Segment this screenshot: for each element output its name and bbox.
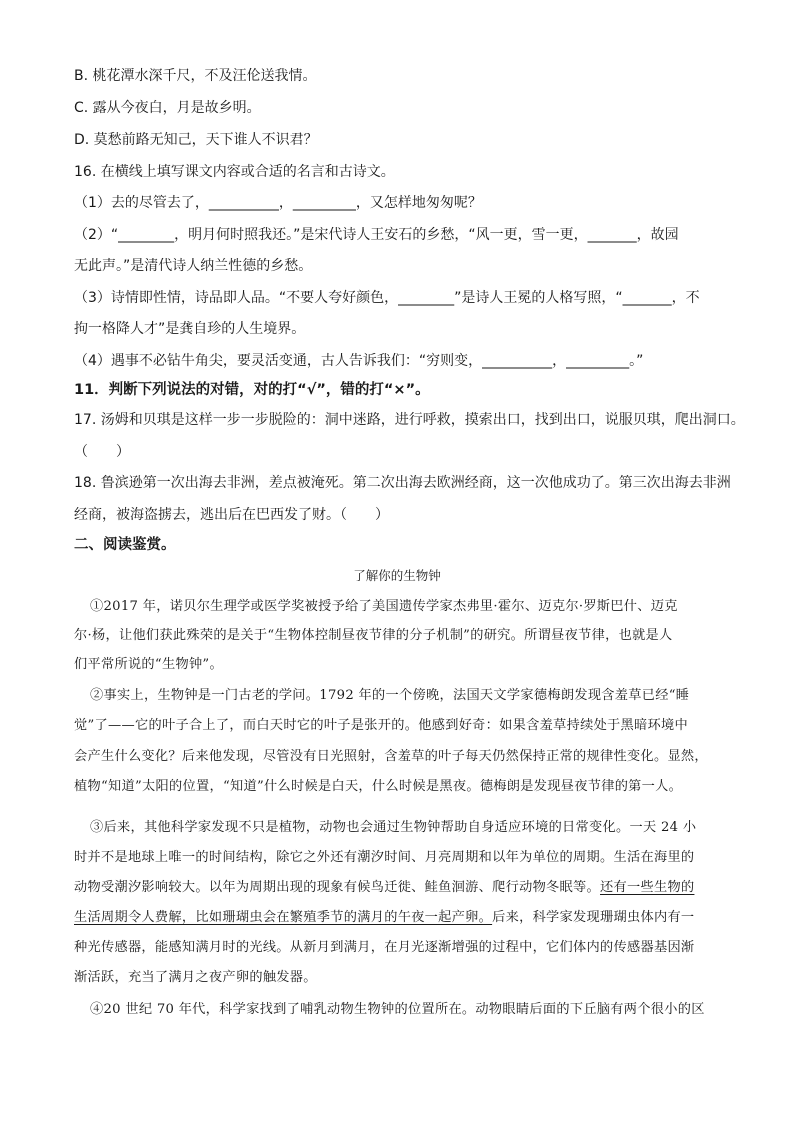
article-title: 了解你的生物钟 <box>353 568 441 583</box>
article-paragraph-3-line-3-plain: 动物受潮汐影响较大。以年为周期出现的现象有候鸟迁徙、鲑鱼洄游、爬行动物冬眠等。 <box>74 880 601 895</box>
article-paragraph-2-line-2: 觉”了——它的叶子合上了，而白天时它的叶子是张开的。他感到好奇：如果含羞草持续处于黑暗环境中 <box>74 718 688 733</box>
question-16-item-2-line-2: 无此声。”是清代诗人纳兰性德的乡愁。 <box>74 258 313 274</box>
article-paragraph-3-line-3 <box>74 878 734 898</box>
question-16-item-2-line-1: （2）“________，明月何时照我还。”是宋代诗人王安石的乡愁，“风一更，雪一更，_______，故园 <box>74 227 679 243</box>
article-paragraph-3-line-4-plain: 后来，科学家发现珊瑚虫体内有一 <box>492 910 695 925</box>
article-paragraph-2-line-1: ②事实上，生物钟是一门古老的学问。1792 年的一个傍晚，法国天文学家德梅朗发现含羞草已经“睡 <box>90 688 690 703</box>
article-paragraph-1-line-3: 们平常所说的“生物钟”。 <box>74 657 223 672</box>
question-17-answer-parens: （ ） <box>74 444 130 460</box>
option-b: B. 桃花潭水深千尺，不及汪伦送我情。 <box>74 68 317 84</box>
article-paragraph-1-line-2: 尔·杨，让他们获此殊荣的是关于“生物体控制昼夜节律的分子机制”的研究。所谓昼夜节律，也就是人 <box>74 628 673 643</box>
article-paragraph-3-line-6: 渐活跃，充当了满月之夜产卵的触发器。 <box>74 970 317 985</box>
article-paragraph-3-line-2: 时并不是地球上唯一的时间结构，除它之外还有潮汐时间、月亮周期和以年为单位的周期。生活在海里的 <box>74 850 695 865</box>
article-paragraph-2-line-3: 会产生什么变化？后来他发现，尽管没有日光照射，含羞草的叶子每天仍然保持正常的规律性变化。显然， <box>74 749 708 764</box>
option-c: C. 露从今夜白，月是故乡明。 <box>74 100 261 116</box>
question-18-line-2: 经商，被海盗掳去，逃出后在巴西发了财。（ ） <box>74 507 389 523</box>
question-16-item-3-line-2: 拘一格降人才”是龚自珍的人生境界。 <box>74 321 306 337</box>
underlined-sentence-part-2: 生活周期令人费解，比如珊瑚虫会在繁殖季节的满月的午夜一起产卵。 <box>74 910 493 925</box>
article-paragraph-1-line-1: ①2017 年，诺贝尔生理学或医学奖被授予给了美国遗传学家杰弗里·霍尔、迈克尔·罗斯巴什、迈克 <box>90 599 678 614</box>
question-16-item-1: （1）去的尽管去了，__________，_________，又怎样地匆匆呢？ <box>74 195 482 211</box>
question-16-item-4: （4）遇事不必钻牛角尖，要灵活变通，古人告诉我们：“穷则变，__________，_________。” <box>74 353 644 369</box>
article-paragraph-2-line-4: 植物“知道”太阳的位置，“知道”什么时候是白天，什么时候是黑夜。德梅朗是发现昼夜节律的第一人。 <box>74 779 683 794</box>
section-2-heading: 二、阅读鉴赏。 <box>74 537 176 553</box>
article-paragraph-3-line-1: ③后来，其他科学家发现不只是植物，动物也会通过生物钟帮助自身适应环境的日常变化。一天 24 小 <box>90 820 697 835</box>
article-paragraph-4-line-1: ④20 世纪 70 年代，科学家找到了哺乳动物生物钟的位置所在。动物眼睛后面的下丘脑有两个很小的区 <box>90 1002 705 1017</box>
question-16-prompt: 16. 在横线上填写课文内容或合适的名言和古诗文。 <box>74 164 395 180</box>
underlined-sentence-part-1: 还有一些生物的 <box>600 880 695 895</box>
question-16-item-3-line-1: （3）诗情即性情，诗品即人品。“不要人夸好颜色，________”是诗人王冕的人格写照，“_______，不 <box>74 290 700 306</box>
question-17-line-1: 17. 汤姆和贝琪是这样一步一步脱险的：洞中迷路，进行呼救，摸索出口，找到出口，说服贝琪，爬出洞口。 <box>74 412 745 428</box>
article-paragraph-3-line-5: 种光传感器，能感知满月时的光线。从新月到满月，在月光逐渐增强的过程中，它们体内的传感器基因渐 <box>74 940 695 955</box>
option-d: D. 莫愁前路无知己，天下谁人不识君？ <box>74 132 318 148</box>
section-11-heading: 11．判断下列说法的对错，对的打“√”，错的打“×”。 <box>74 382 430 398</box>
question-18-line-1: 18. 鲁滨逊第一次出海去非洲，差点被淹死。第二次出海去欧洲经商，这一次他成功了。第三次出海去非洲 <box>74 475 731 491</box>
article-paragraph-3-line-4 <box>74 908 734 928</box>
